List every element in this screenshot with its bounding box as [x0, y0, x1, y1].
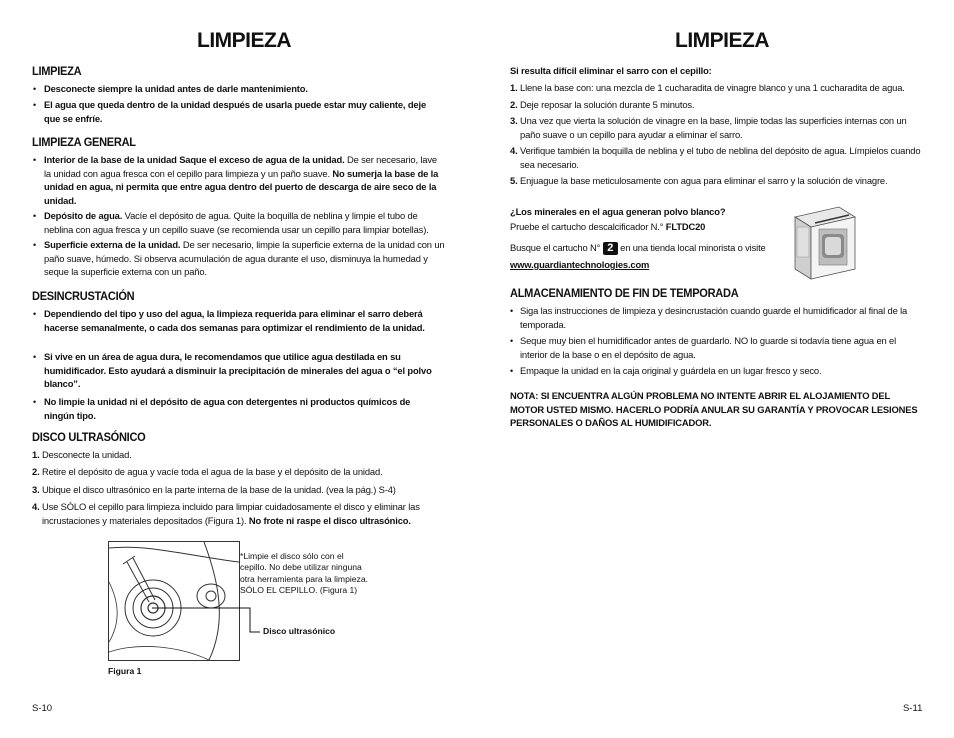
- cartridge-store-line: Busque el cartucho N° 2 en una tienda local minorista o visite: [510, 242, 766, 255]
- cartridge-number-badge: 2: [603, 242, 618, 255]
- website-link[interactable]: www.guardiantechnologies.com: [510, 259, 650, 270]
- warning-note: NOTA: SI ENCUENTRA ALGÚN PROBLEMA NO INTENTE ABRIR EL ALOJAMIENTO DEL MOTOR USTED MISMO. HACERLO PODRÍA ANULAR SU GARANTÍA Y PROVOCAR LESIONES PERSONALES O DAÑOS AL HUMIDIFICADOR.: [510, 390, 918, 428]
- bullet-text: Si vive en un área de agua dura, le recomendamos que utilice agua destilada en su humidificador. Esto ayudará a disminuir la precipitación de minerales del agua o “el polvo blanco”.: [44, 351, 432, 389]
- numbered-step: 3. Ubique el disco ultrasónico en la parte interna de la base de la unidad. (vea la pág.) S-4): [32, 484, 396, 495]
- minerals-question: ¿Los minerales en el agua generan polvo blanco?: [510, 206, 726, 217]
- section-heading-disco-ultrasonico: DISCO ULTRASÓNICO: [32, 430, 146, 444]
- bullet-dot: •: [33, 100, 37, 110]
- bullet-text: Superficie externa de la unidad. De ser necesario, limpie la superficie externa de la unidad con un paño suave, húmedo. Si observa acumulación de agua durante el uso, disminuya la humedad y seque la superficie externa con un paño.: [44, 239, 445, 277]
- page-number: S-10: [32, 703, 53, 714]
- bullet-dot: •: [510, 306, 514, 316]
- list-item: 3. Una vez que vierta la solución de vinagre en la base, limpie todas las superficies internas con un paño suave o un cepillo para ayudar a eliminar el sarro.: [510, 115, 907, 140]
- section-heading-limpieza: LIMPIEZA: [32, 64, 82, 78]
- section-heading-almacenamiento: ALMACENAMIENTO DE FIN DE TEMPORADA: [510, 286, 739, 300]
- page-title: LIMPIEZA: [675, 29, 769, 52]
- right-page: [477, 0, 954, 738]
- page-number: S-11: [903, 703, 923, 714]
- bullet-text: Dependiendo del tipo y uso del agua, la limpieza requerida para eliminar el sarro deberá hacerse semanalmente, o cada dos semanas para optimizar el rendimiento de la unidad.: [44, 308, 425, 333]
- list-item: 4. Verifique también la boquilla de neblina y el tubo de neblina del depósito de agua. Límpielos cuando sea necesario.: [510, 145, 921, 170]
- list-item: 1. Llene la base con: una mezcla de 1 cucharadita de vinagre blanco y una 1 cucharadita de agua.: [510, 82, 905, 93]
- list-item: 2. Deje reposar la solución durante 5 minutos.: [510, 98, 695, 110]
- bullet-text: Interior de la base de la unidad Saque el exceso de agua de la unidad. De ser necesario, lave la unidad con agua fresca con el cepillo para limpieza y un paño suave. No sumerja la base de la unidad en agua, ni permita que entre agua dentro del puerto de descarga de aire seco de la unidad.: [44, 154, 439, 206]
- numbered-step: 2. Retire el depósito de agua y vacíe toda el agua de la base y el depósito de la unidad.: [32, 466, 383, 477]
- steps-list: [510, 81, 922, 188]
- bullet-text: Seque muy bien el humidificador antes de guardarlo. NO lo guarde si todavía tiene agua en el interior de la base o en el depósito de agua.: [520, 335, 897, 360]
- numbered-step: 4. Use SÓLO el cepillo para limpieza incluido para limpiar cuidadosamente el disco y eliminar las incrustaciones y materiales depositados (Figura 1). No frote ni raspe el disco ultrasónico.: [32, 501, 420, 526]
- bullet-text: No limpie la unidad ni el depósito de agua con detergentes ni productos químicos de ningún tipo.: [44, 396, 411, 421]
- callout-label: Disco ultrasónico: [263, 626, 336, 636]
- bullet-text: Empaque la unidad en la caja original y guárdela en un lugar fresco y seco.: [520, 365, 822, 376]
- section-heading-limpieza-general: LIMPIEZA GENERAL: [32, 135, 136, 149]
- bullet-text: Desconecte siempre la unidad antes de darle mantenimiento.: [44, 83, 308, 94]
- bullet-dot: •: [33, 84, 37, 94]
- cartridge-box-image: [787, 203, 863, 283]
- bullet-dot: •: [33, 352, 37, 362]
- page-title: LIMPIEZA: [197, 29, 291, 52]
- list-item: 5. Enjuague la base meticulosamente con agua para eliminar el sarro y la solución de vinagre.: [510, 175, 888, 186]
- bullet-dot: •: [510, 366, 514, 376]
- bullet-dot: •: [510, 336, 514, 346]
- section-heading-desincrustacion: DESINCRUSTACIÓN: [32, 289, 135, 303]
- bullet-dot: •: [33, 240, 37, 250]
- intro-text: Si resulta difícil eliminar el sarro con el cepillo:: [510, 65, 712, 76]
- bullet-text: Siga las instrucciones de limpieza y desincrustación cuando guarde el humidificador al final de la temporada.: [520, 305, 908, 330]
- bullet-dot: •: [33, 309, 37, 319]
- cartridge-line: Pruebe el cartucho descalcificador N.° FLTDC20: [510, 221, 706, 232]
- bullet-text: El agua que queda dentro de la unidad después de usarla puede estar muy caliente, deje que se enfríe.: [44, 99, 427, 124]
- numbered-step: 1. Desconecte la unidad.: [32, 449, 132, 460]
- bullet-dot: •: [33, 211, 37, 221]
- bullet-dot: •: [33, 155, 37, 165]
- figure-caption: Figura 1: [108, 666, 142, 676]
- figure-note: *Limpie el disco sólo con el cepillo. No debe utilizar ninguna otra herramienta para la limpieza. SÓLO EL CEPILLO. (Figura 1): [240, 550, 369, 596]
- bullet-dot: •: [33, 397, 37, 407]
- bullet-text: Depósito de agua. Vacíe el depósito de agua. Quite la boquilla de neblina y limpie el tubo de neblina con agua fresca y un cepillo suave (se recomienda usar un cepillo para limpiar botellas).: [44, 210, 429, 235]
- callout-line: [150, 600, 262, 640]
